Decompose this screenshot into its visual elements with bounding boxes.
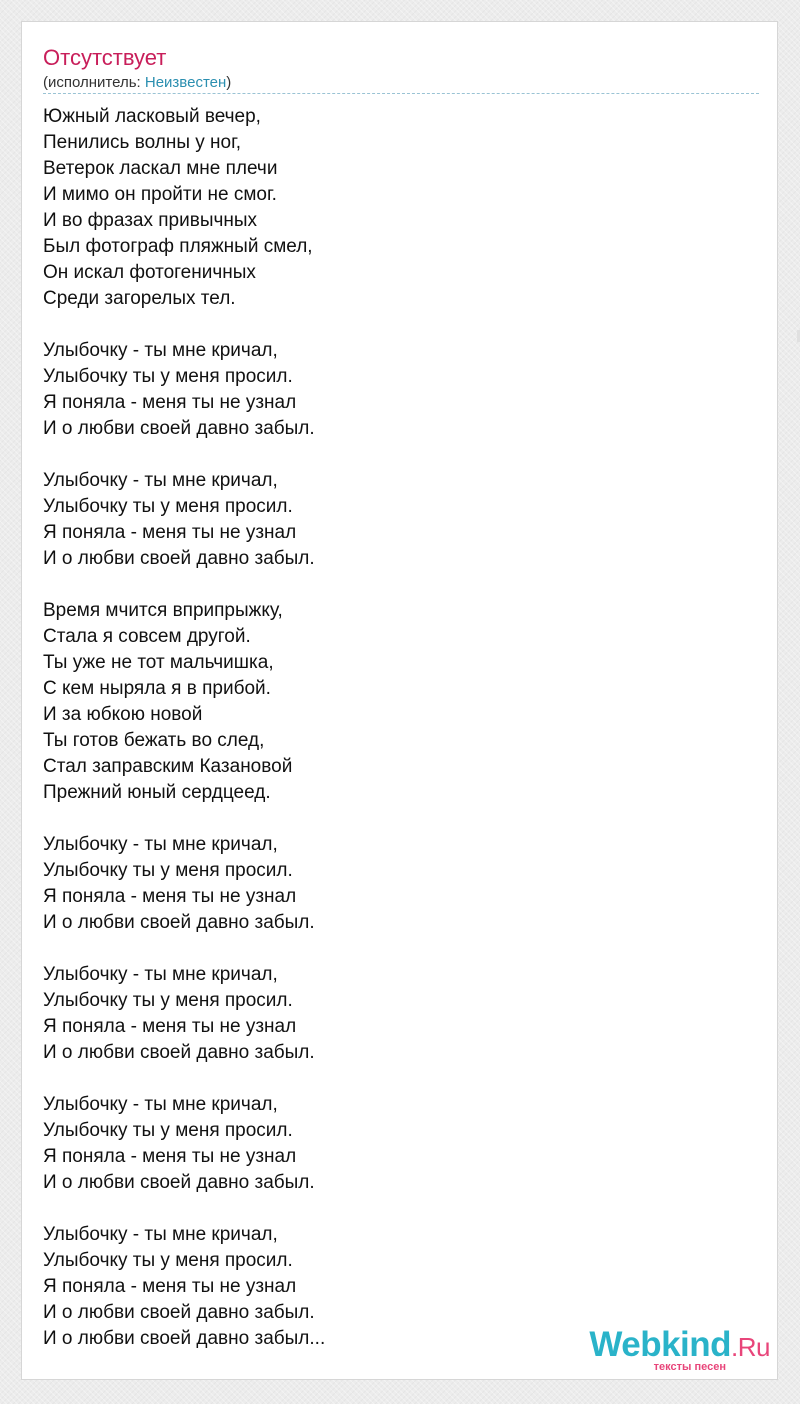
lyrics-line: Я поняла - меня ты не узнал (43, 1016, 297, 1037)
artist-link[interactable]: Неизвестен (144, 74, 227, 91)
artist-suffix: ) (226, 74, 232, 91)
lyrics-line: Улыбочку - ты мне кричал, (43, 340, 278, 361)
lyrics-line: Стала я совсем другой. (43, 626, 251, 647)
logo-name: Webkind (589, 1325, 732, 1364)
lyrics-line: Улыбочку ты у меня просил. (43, 1250, 293, 1271)
song-title: Отсутствует (43, 45, 167, 70)
lyrics-line: Я поняла - меня ты не узнал (43, 886, 297, 907)
logo-tld: .Ru (731, 1332, 770, 1362)
lyrics-line: Улыбочку ты у меня просил. (43, 990, 293, 1011)
lyrics-line: Улыбочку - ты мне кричал, (43, 834, 278, 855)
title-divider (43, 93, 759, 94)
lyrics-line: Улыбочку - ты мне кричал, (43, 964, 278, 985)
lyrics-card (21, 21, 778, 1380)
lyrics-line: Улыбочку - ты мне кричал, (43, 470, 278, 491)
lyrics-line: И о любви своей давно забыл... (43, 1328, 326, 1349)
lyrics-stanza (43, 338, 743, 442)
lyrics-line: Пенились волны у ног, (43, 132, 241, 153)
lyrics-line: Улыбочку - ты мне кричал, (43, 1224, 278, 1245)
lyrics-text (43, 104, 743, 1378)
logo-wordmark (570, 1327, 770, 1365)
lyrics-line: Стал заправским Казановой (43, 756, 293, 777)
lyrics-line: Улыбочку - ты мне кричал, (43, 1094, 278, 1115)
lyrics-line: И о любви своей давно забыл. (43, 1172, 315, 1193)
lyrics-line: Улыбочку ты у меня просил. (43, 366, 293, 387)
lyrics-line: И о любви своей давно забыл. (43, 1042, 315, 1063)
artist-prefix: (исполнитель: (43, 74, 145, 91)
lyrics-stanza (43, 1092, 743, 1196)
lyrics-line: Прежний юный сердцеед. (43, 782, 271, 803)
lyrics-stanza (43, 598, 743, 806)
lyrics-line: Время мчится вприпрыжку, (43, 600, 283, 621)
lyrics-line: Среди загорелых тел. (43, 288, 236, 309)
lyrics-line: Я поняла - меня ты не узнал (43, 1146, 297, 1167)
lyrics-line: Улыбочку ты у меня просил. (43, 1120, 293, 1141)
lyrics-line: И за юбкою новой (43, 704, 203, 725)
lyrics-line: Я поняла - меня ты не узнал (43, 392, 297, 413)
lyrics-line: Улыбочку ты у меня просил. (43, 496, 293, 517)
lyrics-line: Ты готов бежать во след, (43, 730, 265, 751)
site-logo[interactable] (570, 1327, 770, 1373)
lyrics-line: Ты уже не тот мальчишка, (43, 652, 274, 673)
lyrics-stanza (43, 962, 743, 1066)
lyrics-line: Был фотограф пляжный смел, (43, 236, 313, 257)
lyrics-line: И о любви своей давно забыл. (43, 418, 315, 439)
lyrics-line: И о любви своей давно забыл. (43, 548, 315, 569)
lyrics-line: Улыбочку ты у меня просил. (43, 860, 293, 881)
lyrics-line: Он искал фотогеничных (43, 262, 256, 283)
lyrics-line: И во фразах привычных (43, 210, 258, 231)
lyrics-line: Южный ласковый вечер, (43, 106, 261, 127)
lyrics-line: И о любви своей давно забыл. (43, 912, 315, 933)
lyrics-stanza (43, 104, 743, 312)
artist-line (43, 73, 231, 93)
lyrics-line: С кем ныряла я в прибой. (43, 678, 271, 699)
lyrics-line: Я поняла - меня ты не узнал (43, 522, 297, 543)
logo-tagline: тексты песен (653, 1361, 726, 1373)
lyrics-line: И мимо он пройти не смог. (43, 184, 277, 205)
lyrics-stanza (43, 832, 743, 936)
lyrics-stanza (43, 468, 743, 572)
lyrics-line: И о любви своей давно забыл. (43, 1302, 315, 1323)
lyrics-line: Ветерок ласкал мне плечи (43, 158, 278, 179)
lyrics-line: Я поняла - меня ты не узнал (43, 1276, 297, 1297)
